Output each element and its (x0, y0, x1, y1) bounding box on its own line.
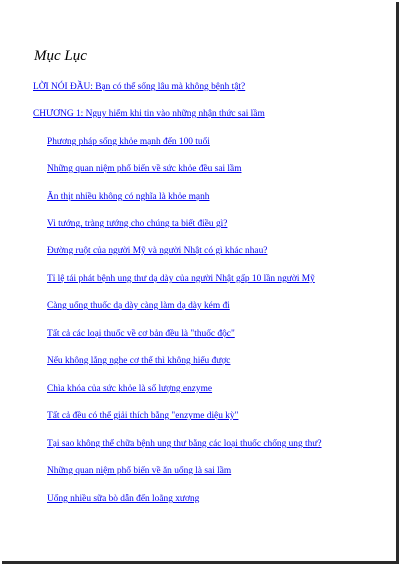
toc-link-section[interactable]: Vi tướng, tràng tướng cho chúng ta biết điều gì? (47, 219, 228, 229)
toc-link-preface[interactable]: LỜI NÓI ĐẦU: Bạn có thể sống lâu mà không bệnh tật? (33, 82, 246, 92)
toc-link-section[interactable]: Đường ruột của người Mỹ và người Nhật có gì khác nhau? (47, 246, 268, 256)
toc-link-section[interactable]: Tại sao không thể chữa bệnh ung thư bằng các loại thuốc chống ung thư? (47, 439, 322, 449)
toc-title: Mục Lục (34, 48, 87, 64)
toc-link-section[interactable]: Chìa khóa của sức khỏe là số lượng enzyme (47, 384, 213, 394)
toc-link-section[interactable]: Những quan niệm phổ biến về ăn uống là sai lầm (47, 466, 232, 476)
toc-link-section[interactable]: Phương pháp sống khỏe mạnh đến 100 tuổi (47, 137, 210, 147)
toc-link-section[interactable]: Tỉ lệ tái phát bệnh ung thư dạ dày của người Nhật gấp 10 lần người Mỹ (47, 274, 315, 284)
toc-link-section[interactable]: Uống nhiều sữa bò dẫn đến loãng xương (47, 494, 200, 504)
toc-link-section[interactable]: Càng uống thuốc dạ dày càng làm dạ dày kém đi (47, 301, 230, 311)
toc-link-chapter-1[interactable]: CHƯƠNG 1: Nguy hiểm khi tin vào những nhận thức sai lầm (33, 109, 265, 119)
document-page (2, 2, 399, 564)
toc-link-section[interactable]: Tất cả đều có thể giải thích bằng "enzyme diệu kỳ" (47, 411, 239, 421)
toc-link-section[interactable]: Tất cả các loại thuốc về cơ bản đều là "thuốc độc" (47, 329, 235, 339)
toc-link-section[interactable]: Nếu không lắng nghe cơ thể thì không hiểu được (47, 356, 231, 366)
toc-link-section[interactable]: Những quan niệm phổ biến về sức khỏe đều sai lầm (47, 164, 242, 174)
toc-link-section[interactable]: Ăn thịt nhiều không có nghĩa là khỏe mạnh (47, 192, 210, 202)
